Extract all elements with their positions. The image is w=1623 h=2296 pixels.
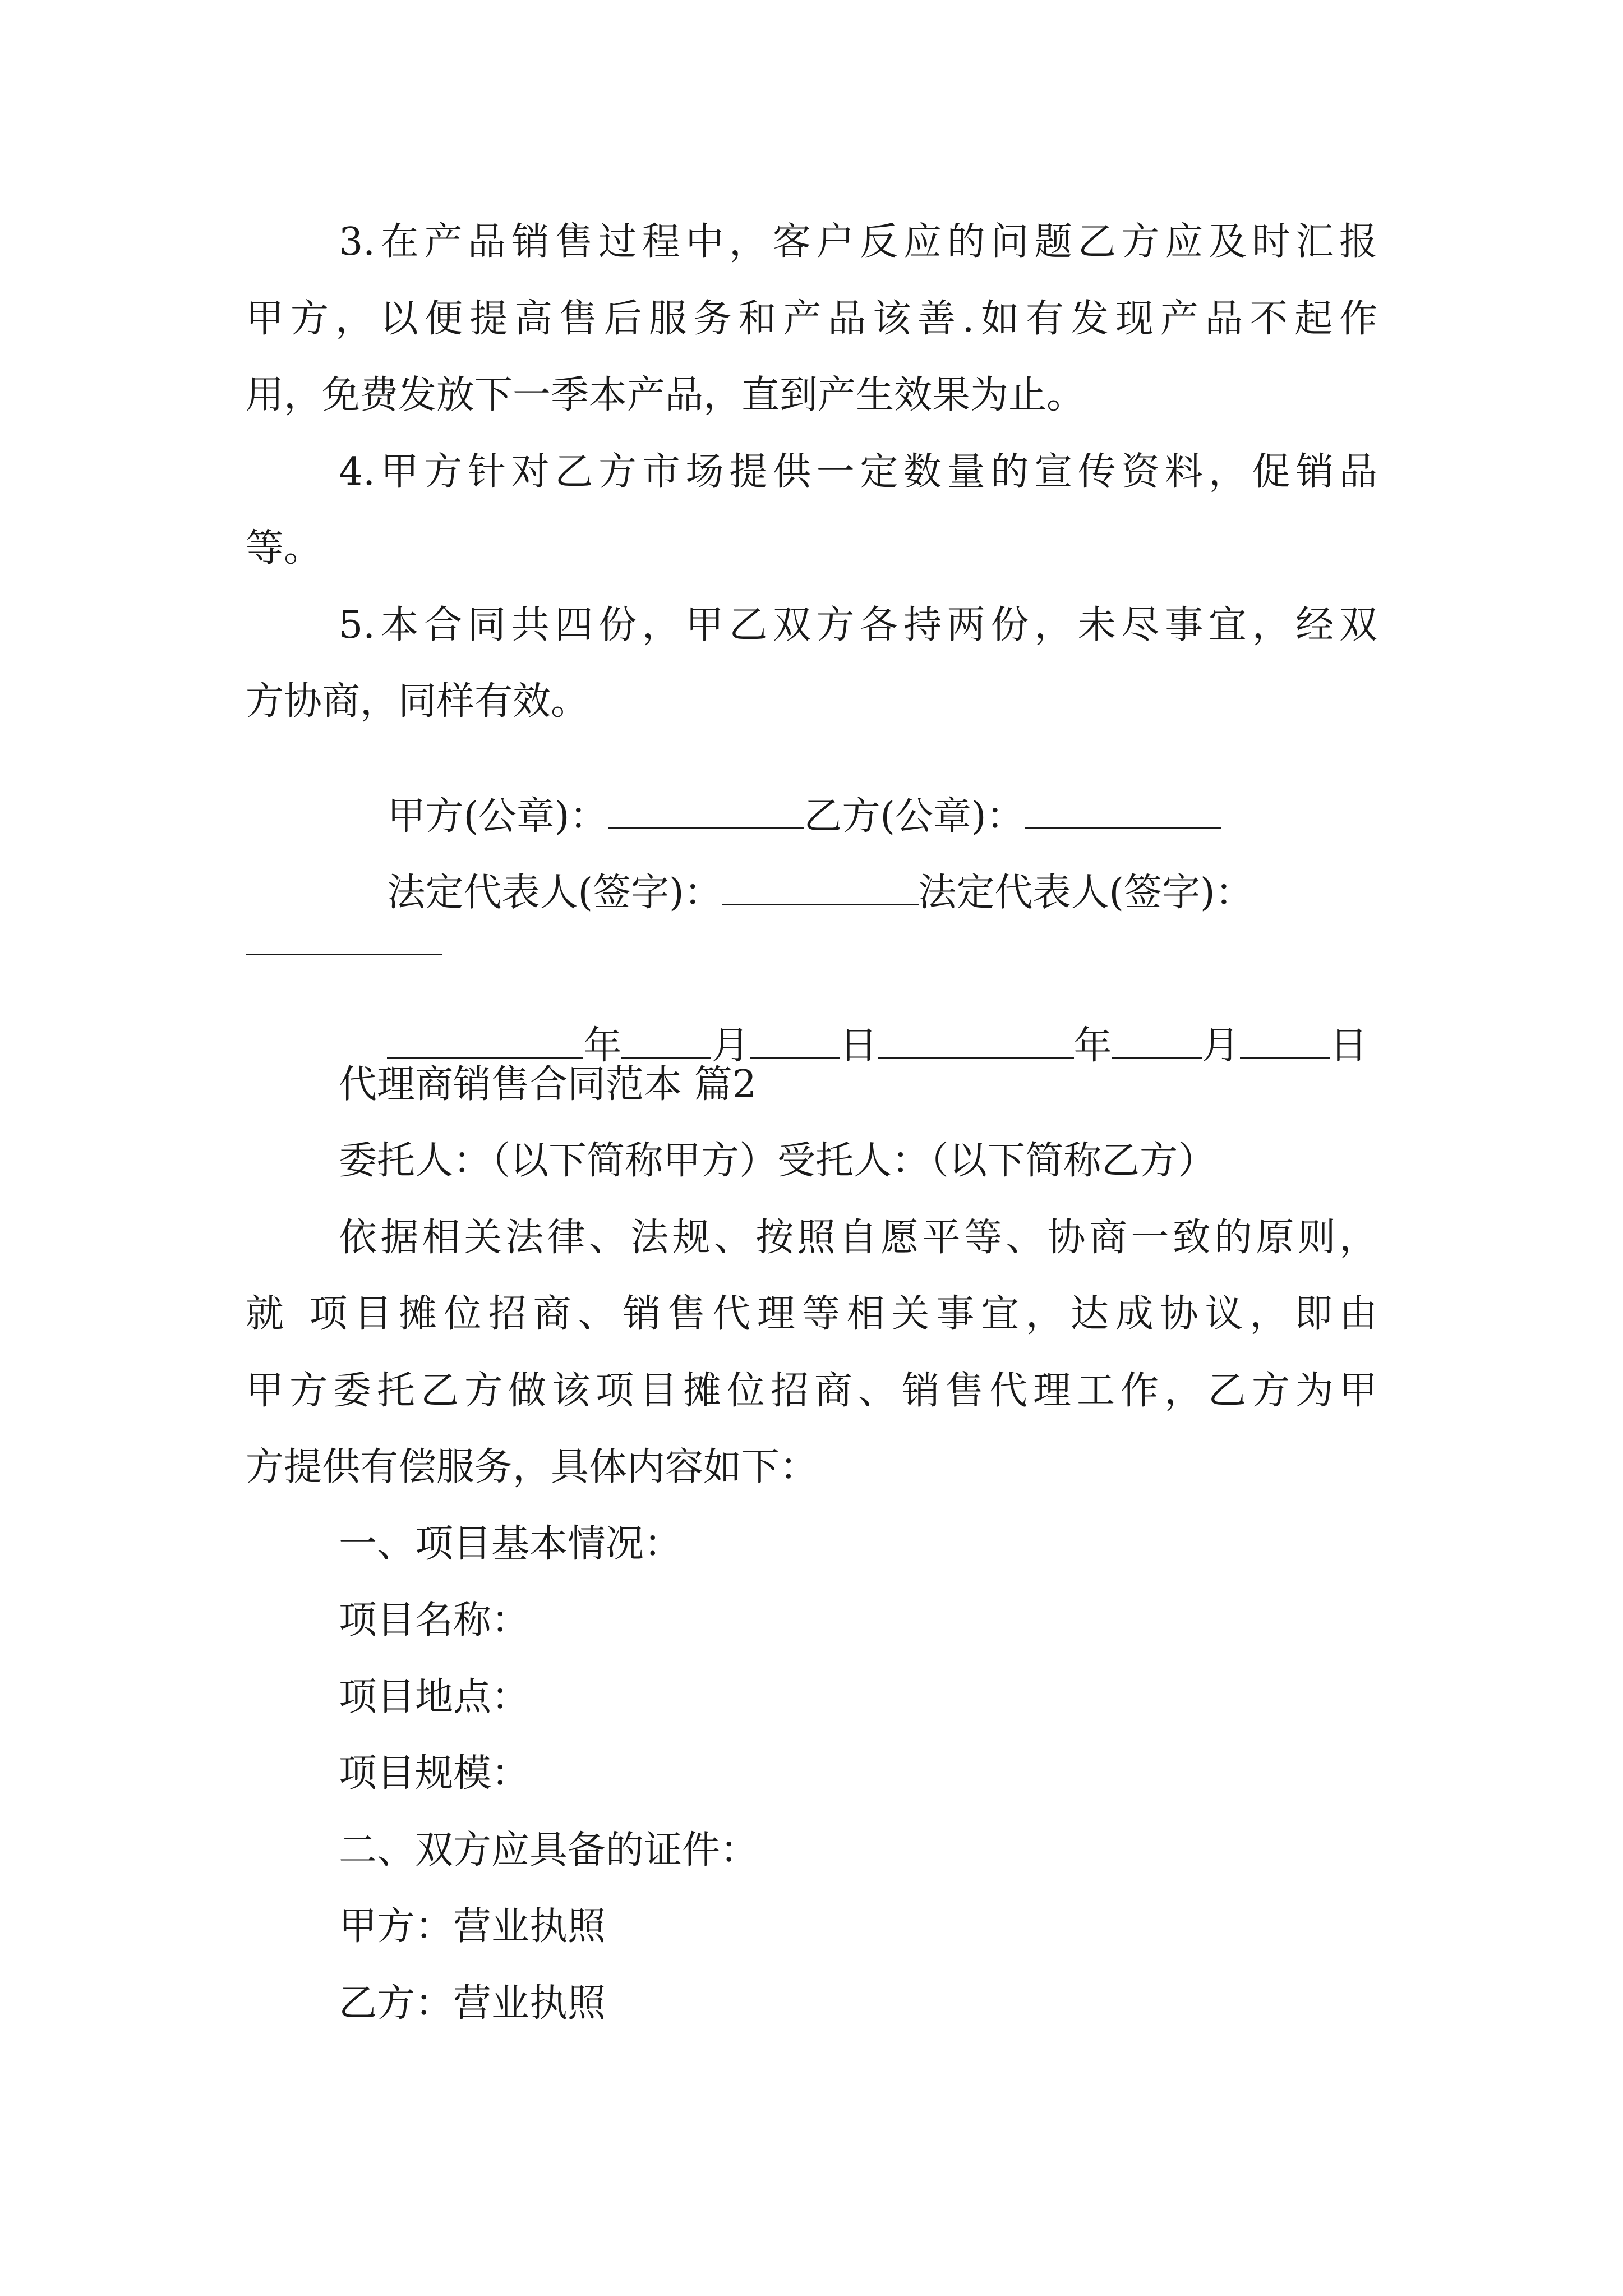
party-b-seal-label: 乙方(公章)： (804, 794, 1025, 839)
party-a-rep-blank (722, 875, 919, 905)
intro-line-1: 依据相关法律、法规、按照自愿平等、协商一致的原则， (339, 1216, 1377, 1260)
project-location-label: 项目地点： (339, 1675, 530, 1719)
year-b-label: 年 (1073, 1024, 1112, 1068)
parties-line: 委托人：（以下简称甲方）受托人：（以下简称乙方） (339, 1139, 1216, 1183)
party-a-license: 甲方：营业执照 (339, 1904, 606, 1949)
clause-3-line-2: 甲方，以便提高售后服务和产品该善.如有发现产品不起作 (246, 297, 1377, 341)
day-a-label: 日 (839, 1024, 878, 1068)
clause-3-line-1: 3.在产品销售过程中，客户反应的问题乙方应及时汇报 (339, 220, 1377, 264)
clause-5-line-1: 5.本合同共四份，甲乙双方各持两份，未尽事宜，经双 (339, 603, 1377, 647)
day-a-blank (750, 1028, 840, 1059)
party-b-rep-label: 法定代表人(签字)： (918, 871, 1253, 915)
year-b-blank (878, 1028, 1074, 1059)
clause-3-line-3: 用，免费发放下一季本产品，直到产生效果为止。 (246, 373, 1085, 417)
project-scale-label: 项目规模： (339, 1751, 530, 1796)
section-2-heading: 代理商销售合同范本 篇2 (339, 1062, 757, 1107)
party-b-seal-blank (1025, 798, 1221, 829)
party-a-seal-label: 甲方(公章)： (387, 794, 608, 839)
party-b-license: 乙方：营业执照 (339, 1981, 606, 2026)
month-b-label: 月 (1201, 1024, 1240, 1068)
year-a-blank (387, 1028, 583, 1059)
intro-line-4: 方提供有偿服务，具体内容如下： (246, 1445, 818, 1489)
representative-row (339, 836, 1253, 950)
item-2-title: 二、双方应具备的证件： (339, 1828, 759, 1872)
party-a-seal-blank (608, 798, 804, 829)
clause-4-line-2: 等。 (246, 526, 322, 570)
party-a-rep-label: 法定代表人(签字)： (387, 871, 722, 915)
year-a-label: 年 (583, 1024, 622, 1068)
day-b-label: 日 (1329, 1024, 1368, 1068)
month-a-blank (621, 1028, 711, 1059)
project-name-label: 项目名称： (339, 1598, 530, 1642)
clause-4-line-1: 4.甲方针对乙方市场提供一定数量的宣传资料，促销品 (339, 450, 1377, 494)
intro-line-2: 就 项目摊位招商、销售代理等相关事宜，达成协议，即由 (246, 1292, 1377, 1336)
day-b-blank (1240, 1028, 1330, 1059)
clause-5-line-2: 方协商，同样有效。 (246, 679, 589, 724)
item-1-title: 一、项目基本情况： (339, 1522, 683, 1566)
month-a-label: 月 (711, 1024, 750, 1068)
party-b-rep-blank (246, 954, 442, 955)
month-b-blank (1112, 1028, 1202, 1059)
intro-line-3: 甲方委托乙方做该项目摊位招商、销售代理工作，乙方为甲 (246, 1369, 1377, 1413)
